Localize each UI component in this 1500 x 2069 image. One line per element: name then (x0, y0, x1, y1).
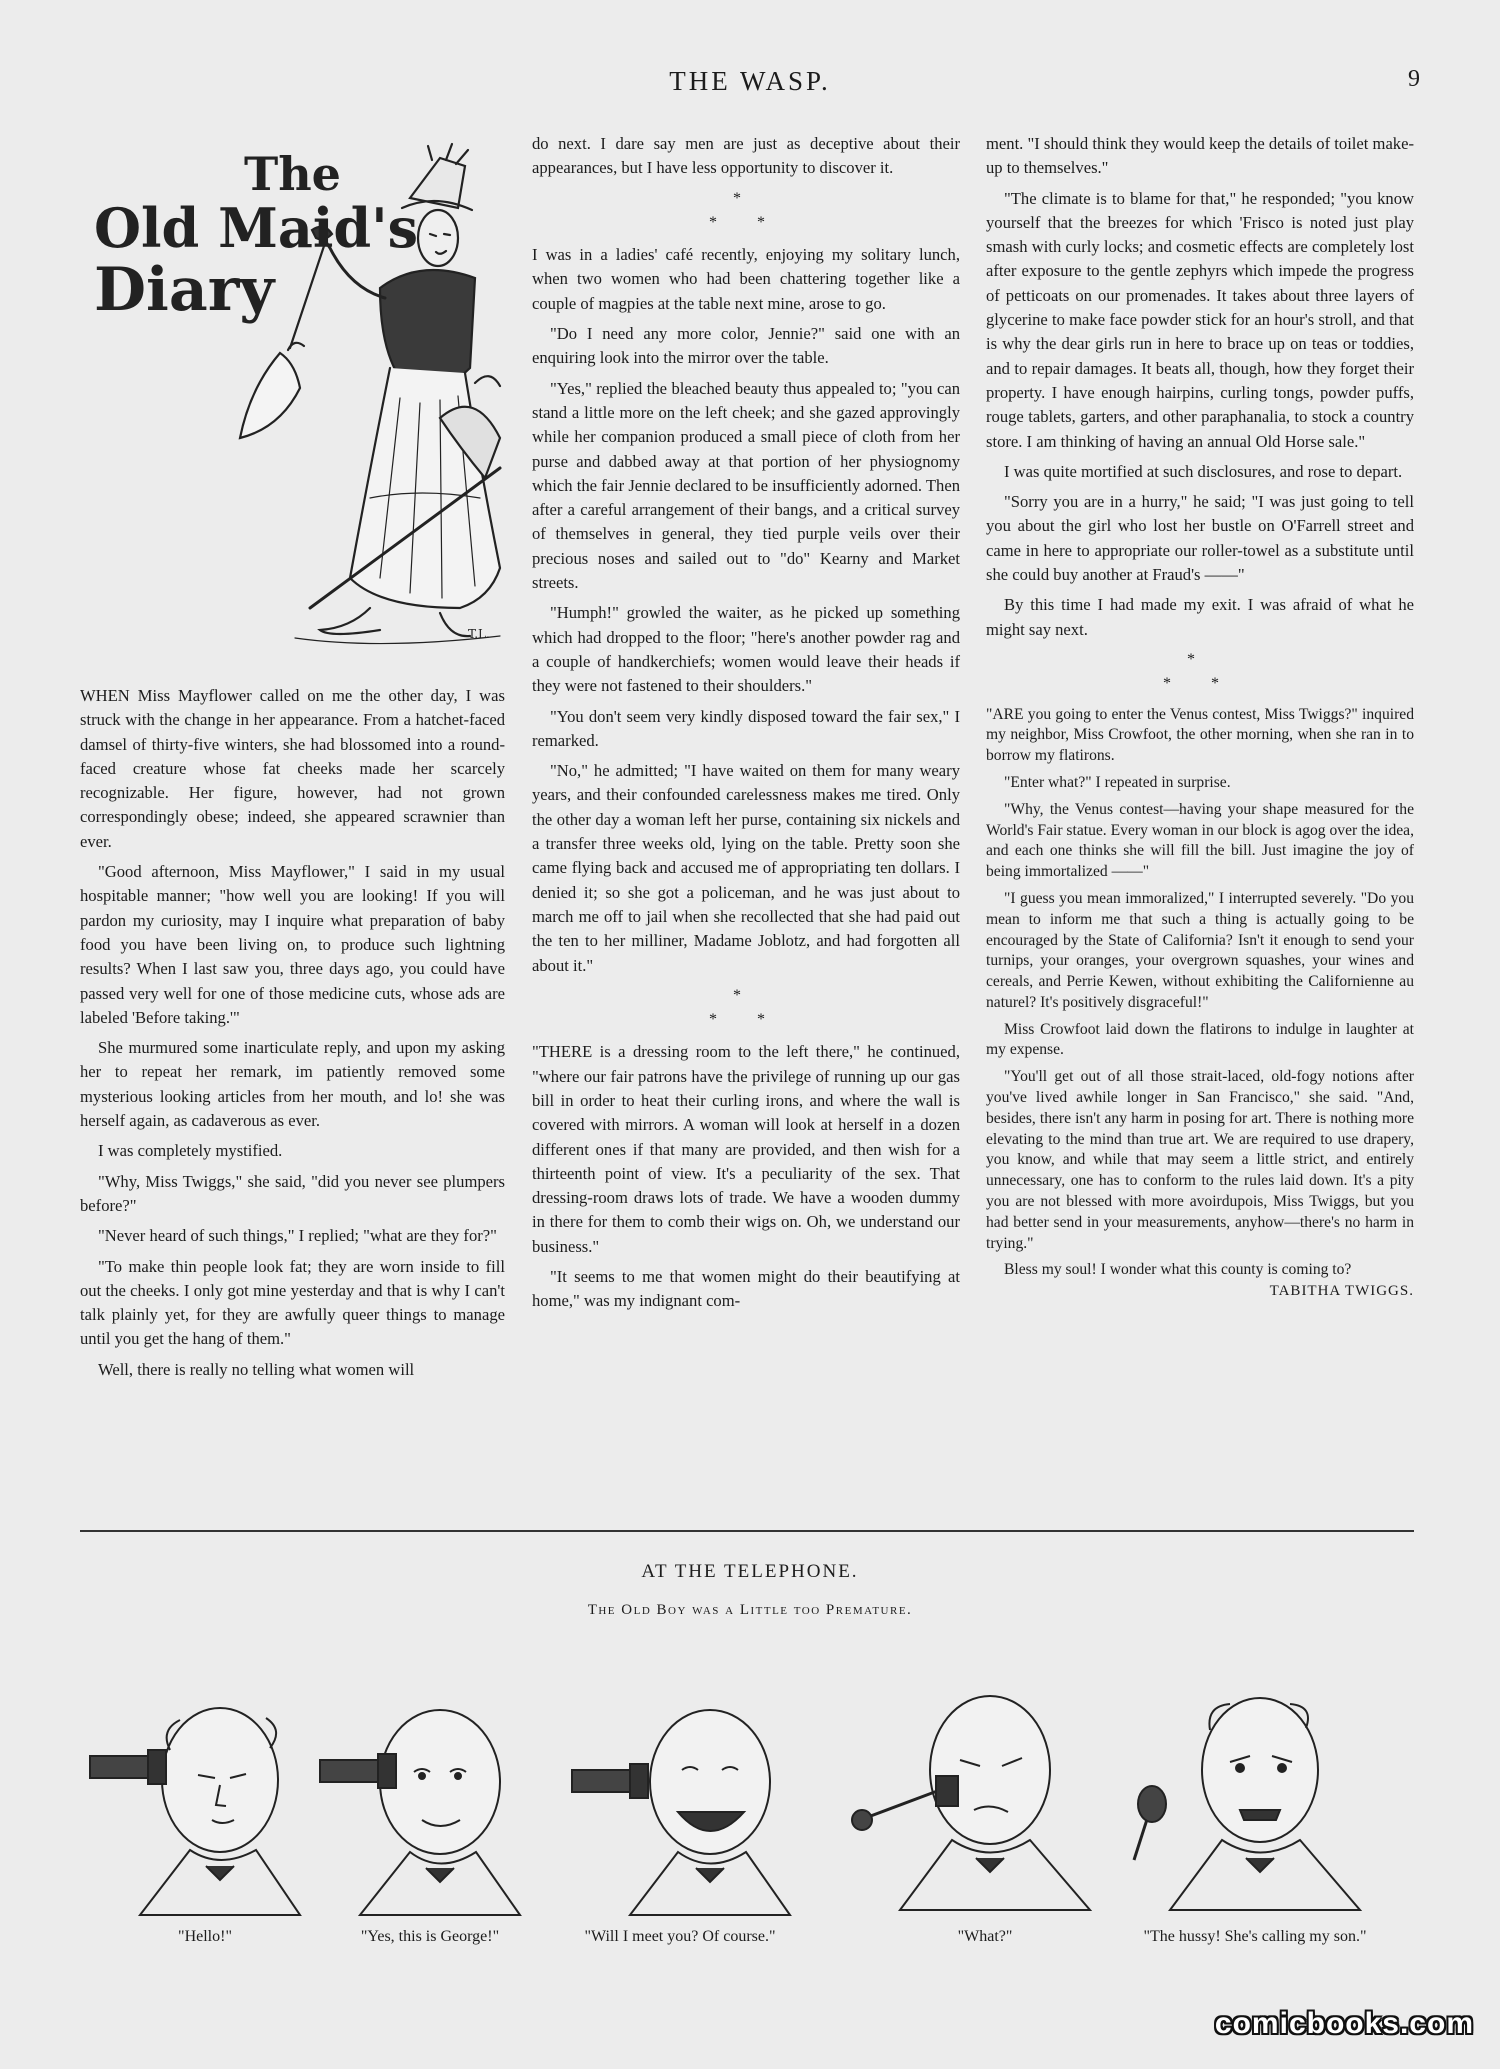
man-on-telephone-5 (1110, 1670, 1380, 1920)
paragraph: I was quite mortified at such disclosures, and rose to depart. (1004, 461, 1403, 481)
comic-panel-3 (560, 1670, 830, 1920)
paragraph: I was in a ladies' café recently, enjoying my solitary lunch, when two women who had been chattering together like a couple of magpies at the table next mine, arose to go. (532, 245, 960, 313)
man-on-telephone-1 (70, 1670, 340, 1920)
paragraph: "THERE is a dressing room to the left there," he continued, "where our fair patrons have the privilege of running up our gas bill in order to heat their curling irons, and where the wall is covered with mirrors. A woman will look at herself in a dozen different ones if that many are provided, and then wish for a thirteenth point of view. It's a peculiarity of the sex. That dressing-room draws lots of trade. We have a wooden dummy in there for them to comb their wigs on. Oh, we understand our business." (532, 1042, 960, 1256)
paragraph: "No," he admitted; "I have waited on them for many weary years, and their confounded carelessness makes me tired. Only the other day a woman left her purse, containing six nickels and a transfer three weeks old, lying on the table. Pretty soon she came flying back and accused me of appropriating ten dollars. I denied it; so she got a policeman, and he was just about to march me off to jail when she recollected that she had paid out the ten to her milliner, Madame Joblotz, and had forgotten all about it." (532, 761, 960, 975)
comic-panel-2 (310, 1670, 580, 1920)
comic-strip-subtitle: The Old Boy was a Little too Premature. (587, 1602, 913, 1618)
paragraph: "You don't seem very kindly disposed toward the fair sex," I remarked. (532, 706, 960, 750)
man-on-telephone-4 (840, 1670, 1110, 1920)
paragraph: do next. I dare say men are just as deceptive about their appearances, but I have less opportunity to discover it. (532, 134, 960, 178)
panel-caption-4: "What?" (957, 1928, 1013, 1945)
paragraph: "The climate is to blame for that," he responded; "you know yourself that the breezes for which 'Frisco is noted just play smash with curly locks; and cosmetic effects are completely lost after exposure to the gentle zephyrs which impede the progress of petticoats on our promenades. It takes about three layers of glycerine to make face powder stick for an hour's stroll, and that is why the dear girls run in here to brace up on teas or toddies, and to repair damages. It beats all, though, how they forget their property. I have enough hairpins, curling tongs, powder puffs, rouge tablets, garters, and other paraphanalia, to stock a country store. I am thinking of having an annual Old Horse sale." (986, 188, 1414, 451)
paragraph: I was completely mystified. (98, 1141, 283, 1161)
panel-caption-3: "Will I meet you? Of course." (584, 1928, 776, 1945)
paragraph: "Humph!" growled the waiter, as he picked up something which had dropped to the floor; "here's another powder rag and a couple of handkerchiefs; women would leave their heads if they were not fastened to their shoulders." (532, 603, 960, 696)
paragraph: Well, there is really no telling what women will (98, 1359, 415, 1379)
site-watermark: comicbooks.com (1214, 2007, 1474, 2040)
paragraph: "It seems to me that women might do their beautifying at home," was my indignant com- (532, 1267, 960, 1311)
title-word-the: The (244, 147, 341, 201)
paragraph: "Why, the Venus contest—having your shape measured for the World's Fair statue. Every woman in our block is agog over the idea, and each one thinks she will fill the bill. Just imagine the joy of being immortalized ——" (986, 800, 1414, 881)
paragraph-text: Bless my soul! I wonder what this county is coming to? (1004, 1261, 1352, 1279)
running-head: THE WASP. (669, 66, 831, 96)
author-signature: TABITHA TWIGGS. (1269, 1283, 1414, 1300)
svg-text:T.L.: T.L. (468, 627, 490, 641)
comic-panel-1 (70, 1670, 340, 1920)
paragraph: "Why, Miss Twiggs," she said, "did you never see plumpers before?" (80, 1171, 505, 1215)
article-column-2 (532, 132, 960, 1320)
article-column-1 (80, 684, 505, 1388)
paragraph: "You'll get out of all those strait-laced, old-fogy notions after you've lived awhile longer in San Francisco," she said. "And, besides, there isn't any harm in posing for art. There is nothing more elevating to the mind than true art. We are required to use drapery, you know, and while that may seem a little strict, and entirely unnecessary, one has to conform to the rules laid down. It's a pity you are not blessed with more avoirdupois, Miss Twiggs, but you had better send in your measurements, anyhow—there's no harm in trying." (986, 1068, 1414, 1252)
comic-panel-4 (840, 1670, 1110, 1920)
paragraph: By this time I had made my exit. I was afraid of what he might say next. (986, 595, 1414, 639)
panel-caption-1: "Hello!" (178, 1928, 232, 1945)
paragraph: "Never heard of such things," I replied; "what are they for?" (98, 1226, 497, 1246)
section-break: * * * (709, 189, 783, 231)
paragraph: "To make thin people look fat; they are worn inside to fill out the cheeks. I only got mine yesterday and that is why I can't talk plainly yet, for they are awfully queer things to manage until you get the hang of them." (80, 1256, 505, 1349)
article-column-3 (986, 132, 1414, 1302)
venus-contest-section (986, 705, 1414, 1300)
paragraph: "Sorry you are in a hurry," he said; "I was just going to tell you about the girl who lost her bustle on O'Farrell street and came in here to appropriate our roller-towel as a substitute until she could buy another at Fraud's ——" (986, 492, 1414, 585)
section-divider (80, 1530, 1414, 1532)
comic-panel-5 (1110, 1670, 1380, 1920)
panel-caption-5: "The hussy! She's calling my son." (1143, 1928, 1367, 1945)
paragraph-text: WHEN Miss Mayflower called on me the other day, I was struck with the change in her appearance. From a hatchet-faced damsel of thirty-five winters, she had blossomed into a round-faced creature whose fat cheeks made her scarcely recognizable. Her figure, however, had not grown correspondingly obese; indeed, she appeared scrawnier than ever. (80, 686, 505, 851)
page-number: 9 (1408, 66, 1420, 92)
title-word-old-maids: Old Maid's (94, 196, 419, 260)
paragraph (80, 684, 505, 854)
section-break: * * * (709, 986, 783, 1029)
paragraph: "Yes," replied the bleached beauty thus appealed to; "you can stand a little more on the left cheek; and she gazed approvingly while her companion produced a small piece of cloth from her purse and dabbed away at that portion of her physiognomy which the fair Jennie declared to be insufficiently adorned. Then after a careful arrangement of their bangs, and a critical survey of themselves in general, they tied purple veils over their precious noses and sailed out to "do" Kearny and Market streets. (532, 378, 960, 593)
section-break: * * * (1163, 650, 1237, 693)
paragraph: "ARE you going to enter the Venus contest, Miss Twiggs?" inquired my neighbor, Miss Crowfoot, the other morning, when she ran in to borrow my flatirons. (986, 705, 1414, 765)
paragraph: "Good afternoon, Miss Mayflower," I said in my usual hospitable manner; "how well you are looking! If you will pardon my curiosity, may I inquire what preparation of baby food you have been living on, to produce such lightning results? When I last saw you, three days ago, you could have passed very well for one of those medicine cuts, whose ads are labeled 'Before taking.'" (80, 862, 505, 1027)
panel-caption-2: "Yes, this is George!" (360, 1928, 500, 1945)
old-maid-illustration (80, 138, 505, 678)
paragraph: "Do I need any more color, Jennie?" said one with an enquiring look into the mirror over the table. (532, 324, 960, 368)
article-title-art (94, 147, 419, 325)
man-on-telephone-2 (310, 1670, 580, 1920)
paragraph: She murmured some inarticulate reply, and upon my asking her to repeat her remark, im patiently removed some mysterious looking articles from her mouth, and lo! she was herself again, as cadaverous as ever. (80, 1038, 505, 1131)
paragraph: "Enter what?" I repeated in surprise. (1004, 773, 1231, 791)
paragraph (986, 1260, 1414, 1300)
title-word-diary: Diary (94, 255, 275, 325)
paragraph: "I guess you mean immoralized," I interrupted severely. "Do you mean to inform me that such a thing is actually going to be encouraged by the State of California? Isn't it enough to send your turnips, your oranges, your overgrown squashes, your wines and cereals, and Perrie Kewen, without exhibiting the Californienne au naturel? It's positively disgraceful!" (986, 889, 1414, 1011)
man-on-telephone-3 (560, 1670, 830, 1920)
paragraph: ment. "I should think they would keep the details of toilet make-up to themselves." (986, 134, 1414, 178)
paragraph: Miss Crowfoot laid down the flatirons to indulge in laughter at my expense. (986, 1020, 1414, 1059)
comic-strip-title: AT THE TELEPHONE. (641, 1561, 859, 1582)
